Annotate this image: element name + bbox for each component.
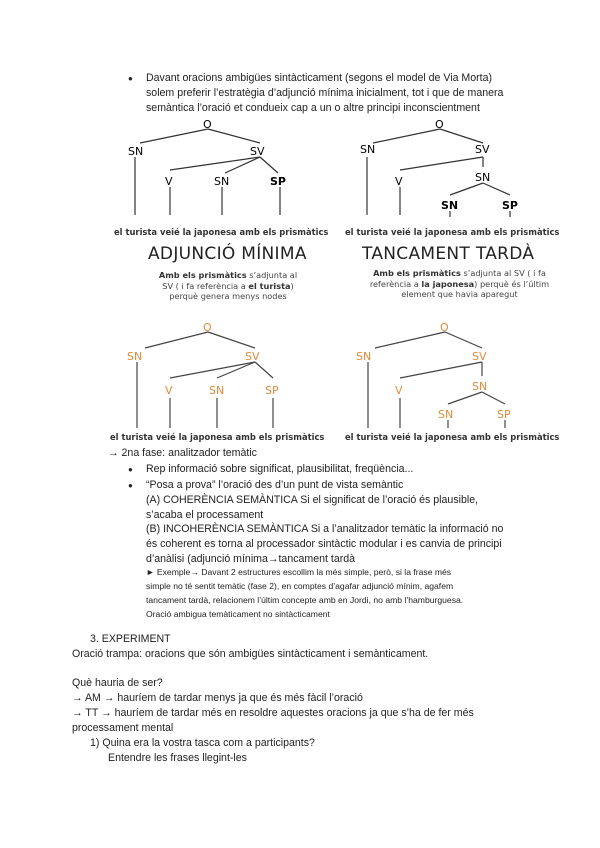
fase2-example-line2: simple no té sentit temàtic (fase 2), en comptes d’agafar adjunció mínim, agafem: [146, 581, 454, 591]
adjuncio-title: ADJUNCIÓ MÍNIMA: [148, 244, 307, 264]
sentence-right-bottom: el turista veié la japonesa amb els prismàtics: [345, 432, 560, 442]
tree-adjuncio-top: [110, 115, 340, 225]
node-SN: SN: [438, 408, 454, 421]
bullet-dot: ●: [128, 481, 133, 490]
node-SN: SN: [127, 350, 143, 363]
node-SN: SN: [360, 143, 376, 156]
node-SN: SN: [209, 384, 225, 397]
bullet1-line3: semàntica l’oració et condueix cap a un o altre principi inconscientment: [146, 102, 480, 114]
fase2-example-line3: tancament tardà, relacionem l’últim concepte amb en Jordi, no amb l’hamburguesa.: [146, 595, 464, 605]
node-SP: SP: [270, 175, 286, 188]
node-V: V: [395, 175, 403, 188]
node-SV: SV: [245, 350, 260, 363]
experiment-trampa: Oració trampa: oracions que són ambigües sintàcticament i semànticament.: [72, 648, 429, 660]
node-SN: SN: [128, 145, 144, 158]
fase2-a-line1: (A) COHERÈNCIA SEMÀNTICA Si el significat de l’oració és plausible,: [146, 494, 479, 506]
fase2-b-line3: d’anàlisi (adjunció mínima→tancament tardà: [146, 553, 356, 565]
node-O: O: [203, 118, 212, 131]
sentence-right-top: el turista veié la japonesa amb els prismàtics: [345, 227, 560, 237]
experiment-tt-line2: processament mental: [72, 722, 174, 734]
tree-tancament-top: [345, 115, 575, 225]
node-V: V: [165, 384, 173, 397]
fase2-example-line1: ► Exemple→ Davant 2 estructures escollim la més simple, però, si la frase més: [146, 567, 452, 577]
fase2-b-line2: és coherent es torna al processador sintàctic modular i es canvia de principi: [146, 538, 502, 550]
node-SN: SN: [214, 175, 230, 188]
fase2-intro: → 2na fase: analitzador temàtic: [108, 447, 257, 459]
node-SN: SN: [475, 171, 491, 184]
node-O: O: [440, 321, 449, 334]
fase2-example-line4: Oració ambigua temàticament no sintàcticament: [146, 609, 330, 619]
experiment-am: → AM → hauríem de tardar menys ja que és més fàcil l’oració: [72, 692, 363, 704]
bullet-dot: ●: [128, 74, 133, 83]
node-SV: SV: [472, 350, 487, 363]
experiment-heading: 3. EXPERIMENT: [90, 633, 171, 645]
experiment-question: Què hauria de ser?: [72, 677, 163, 689]
node-SP: SP: [265, 384, 279, 397]
tree-tancament-bottom: [350, 318, 580, 428]
fase2-a-line2: s’acaba el processament: [146, 509, 264, 521]
sentence-left-top: el turista veié la japonesa amb els prismàtics: [114, 227, 329, 237]
fase2-b-line1: (B) INCOHERÈNCIA SEMÀNTICA Si a l’analitzador temàtic la informació no: [146, 523, 504, 535]
node-O: O: [203, 321, 212, 334]
node-SV: SV: [475, 143, 490, 156]
experiment-item1: 1) Quina era la vostra tasca com a participants?: [90, 737, 315, 749]
sentence-left-bottom: el turista veié la japonesa amb els prismàtics: [110, 432, 325, 442]
experiment-item1-answer: Entendre les frases llegint-les: [108, 752, 247, 764]
node-SP: SP: [502, 199, 518, 212]
fase2-bullet2: “Posa a prova” l’oració des d’un punt de vista semàntic: [146, 479, 404, 491]
experiment-tt-line1: → TT → hauríem de tardar més en resoldre aquestes oracions ja que s’ha de fer més: [72, 707, 474, 719]
bullet-dot: ●: [128, 465, 133, 474]
node-SP: SP: [497, 408, 511, 421]
tancament-title: TANCAMENT TARDÀ: [362, 244, 535, 264]
bullet1-line1: Davant oracions ambigües sintàcticament (segons el model de Via Morta): [146, 72, 493, 84]
node-V: V: [165, 175, 173, 188]
node-V: V: [395, 384, 403, 397]
bullet1-line2: solem preferir l’estratègia d’adjunció mínima inicialment, tot i que de manera: [146, 87, 504, 99]
node-SN: SN: [472, 380, 488, 393]
node-SN: SN: [441, 199, 459, 212]
node-SN: SN: [356, 350, 372, 363]
node-SV: SV: [250, 145, 265, 158]
node-O: O: [435, 118, 444, 131]
fase2-bullet1: Rep informació sobre significat, plausibilitat, freqüència...: [146, 463, 414, 475]
tree-adjuncio-bottom: [115, 318, 345, 428]
tancament-description: Amb els prismàtics s’adjunta al SV ( i fa referència a la japonesa) perquè és l’últim element que havia aparegut: [369, 268, 550, 299]
adjuncio-description: Amb els prismàtics s’adjunta al SV ( i fa referència a el turista) perquè genera menys nodes: [158, 270, 298, 301]
